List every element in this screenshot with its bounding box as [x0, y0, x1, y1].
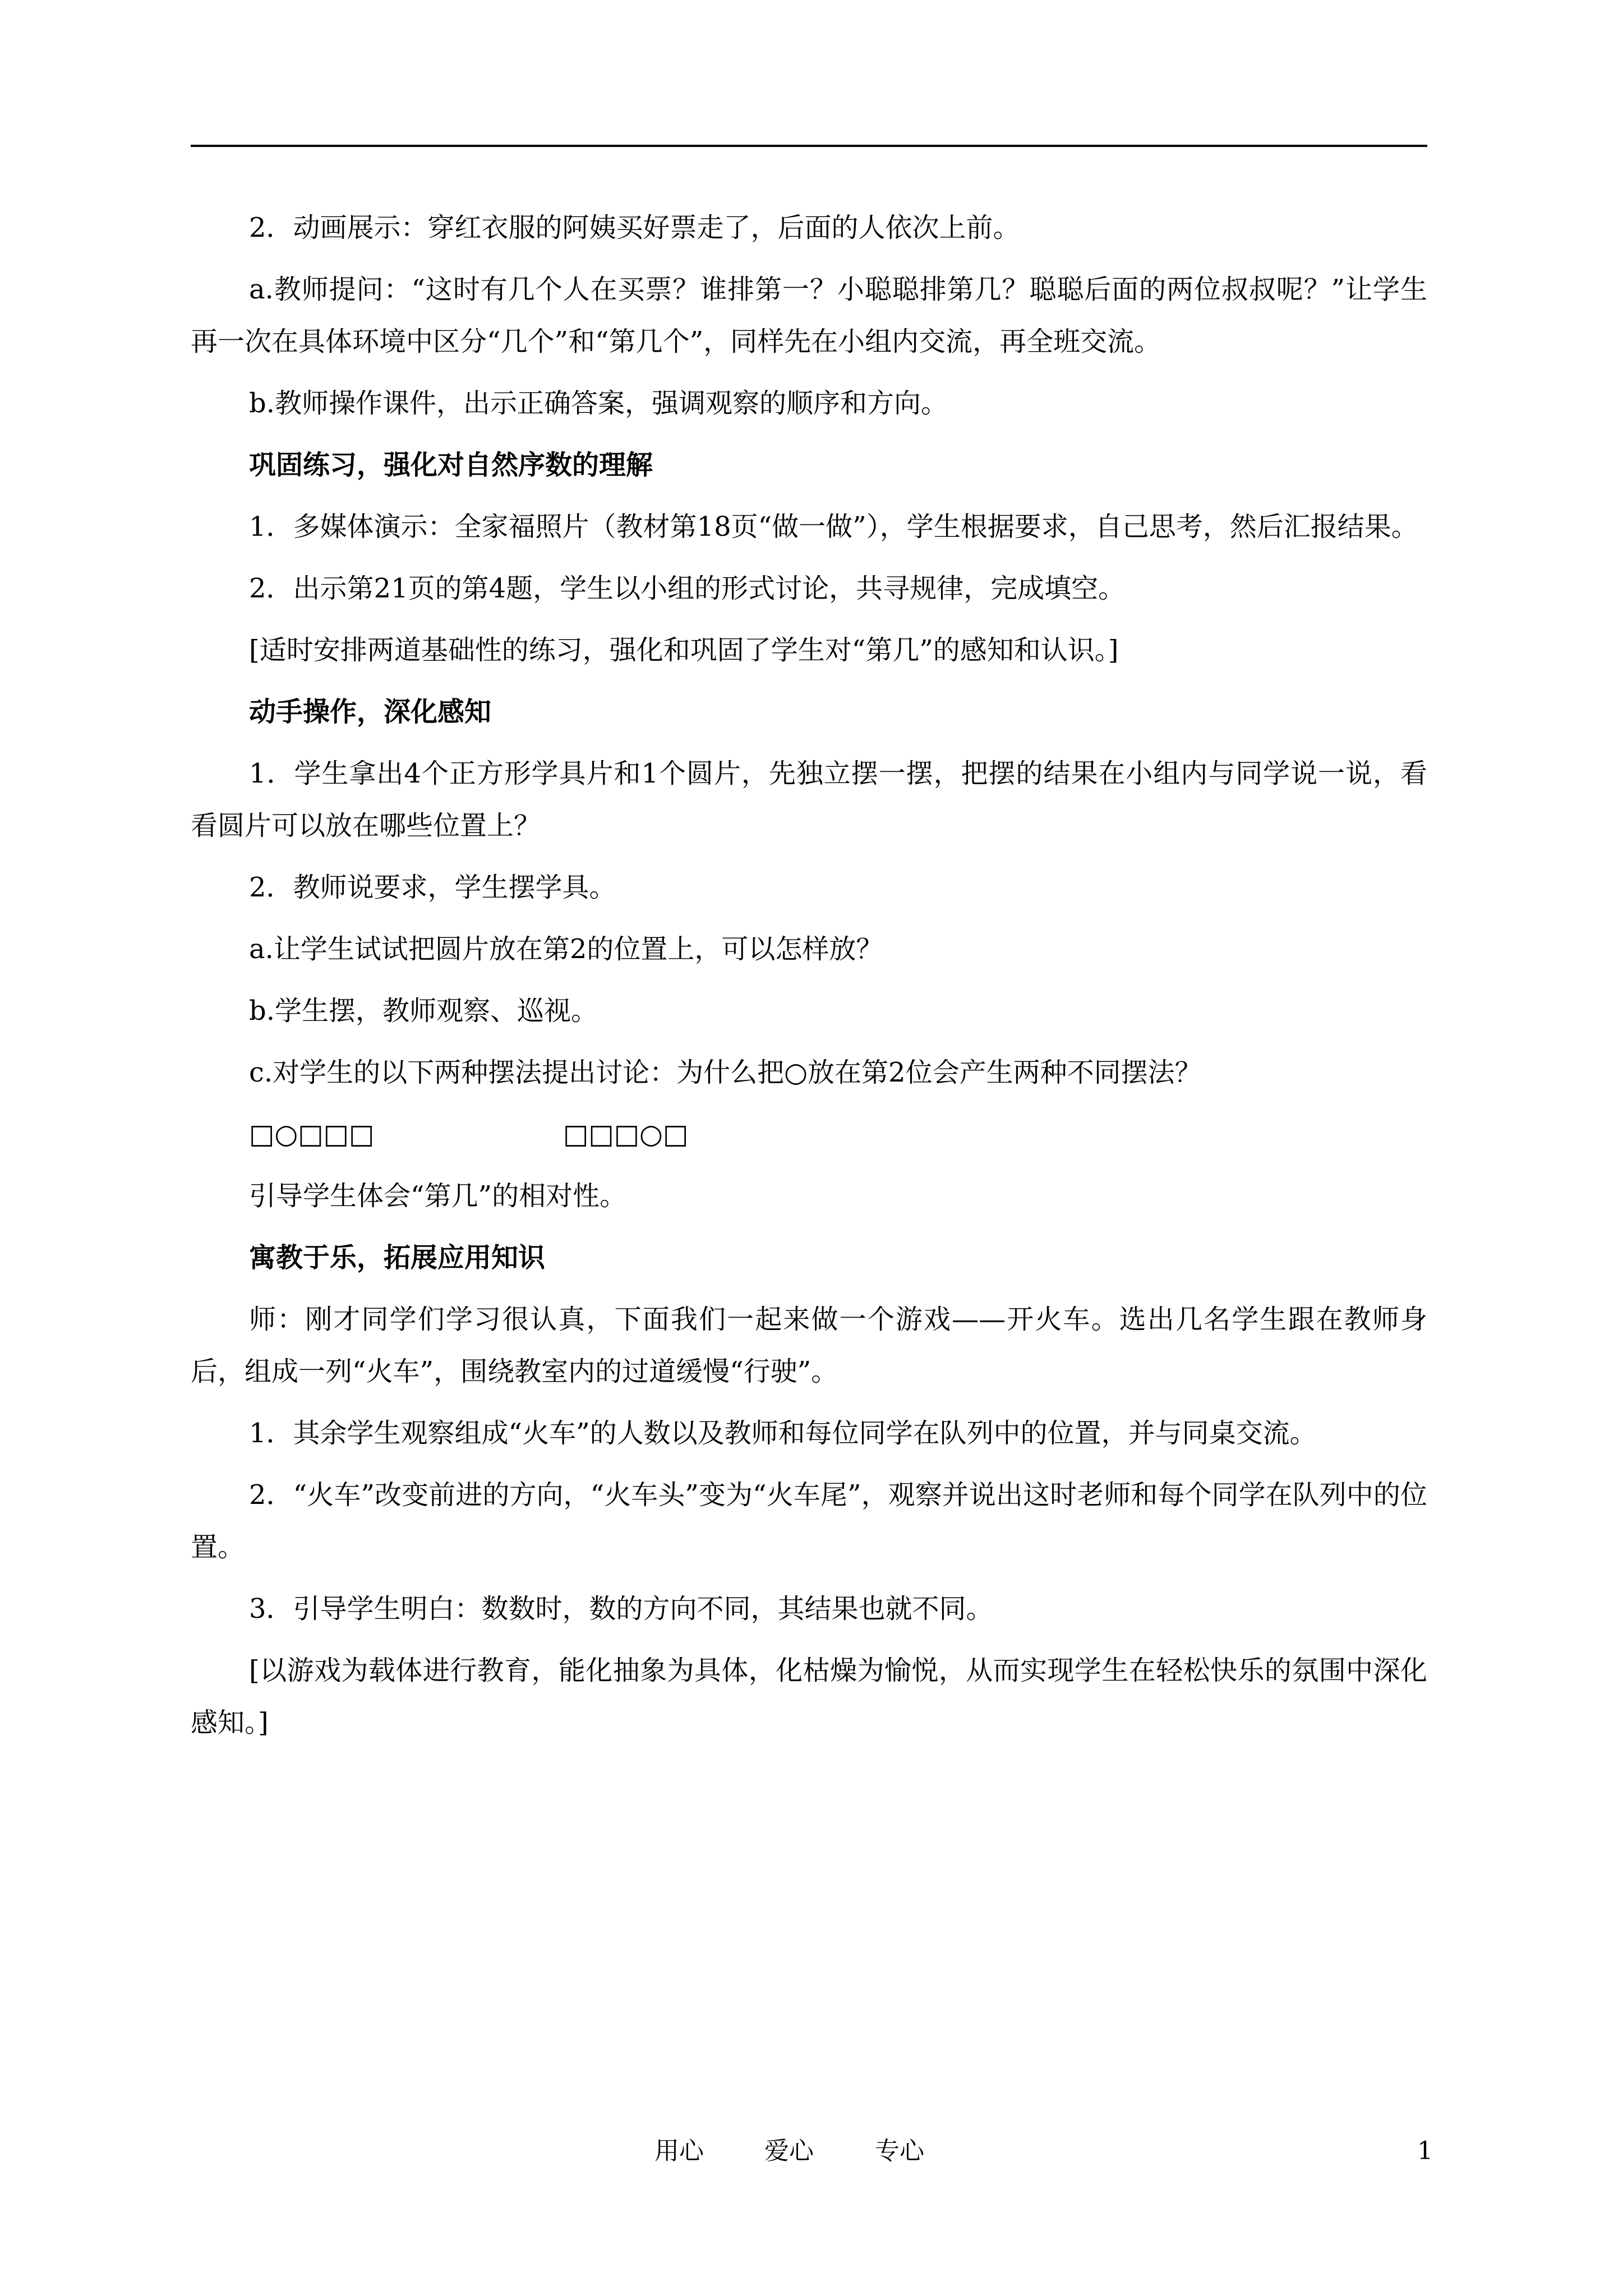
shape-arrangements [191, 1108, 1427, 1161]
section-heading: 动手操作，深化感知 [249, 696, 492, 728]
paragraph: b.学生摆，教师观察、巡视。 [249, 995, 598, 1027]
footer-word-2: 爱心 [764, 2137, 814, 2165]
paragraph: 3．引导学生明白：数数时，数的方向不同，其结果也就不同。 [249, 1593, 993, 1625]
paragraph: [适时安排两道基础性的练习，强化和巩固了学生对“第几”的感知和认识。] [249, 634, 1119, 666]
footer-word-3: 专心 [875, 2137, 924, 2165]
header-rule [191, 145, 1427, 147]
paragraph: [以游戏为载体进行教育，能化抽象为具体，化枯燥为愉悦，从而实现学生在轻松快乐的氛围中深化感知。] [191, 1655, 1427, 1738]
paragraph: 2．动画展示：穿红衣服的阿姨买好票走了，后面的人依次上前。 [249, 212, 1020, 243]
arrangement-left: □○□□□ [249, 1119, 375, 1150]
paragraph: 2．“火车”改变前进的方向，“火车头”变为“火车尾”，观察并说出这时老师和每个同学在队列中的位置。 [191, 1479, 1427, 1563]
paragraph: 2．出示第21页的第4题，学生以小组的形式讨论，共寻规律，完成填空。 [249, 573, 1126, 604]
paragraph: c.对学生的以下两种摆法提出讨论：为什么把○放在第2位会产生两种不同摆法？ [249, 1057, 1202, 1088]
arrangement-right: □□□○□ [563, 1119, 689, 1150]
paragraph: 1．其余学生观察组成“火车”的人数以及教师和每位同学在队列中的位置，并与同桌交流。 [249, 1418, 1317, 1449]
document-body [191, 202, 1427, 1759]
paragraph: 1．多媒体演示：全家福照片（教材第18页“做一做”），学生根据要求，自己思考，然后汇报结果。 [249, 511, 1418, 542]
paragraph: a.让学生试试把圆片放在第2的位置上，可以怎样放？ [249, 933, 883, 965]
paragraph: a.教师提问：“这时有几个人在买票？谁排第一？小聪聪排第几？聪聪后面的两位叔叔呢？”让学生再一次在具体环境中区分“几个”和“第几个”，同样先在小组内交流，再全班交流。 [191, 274, 1427, 357]
paragraph: b.教师操作课件，出示正确答案，强调观察的顺序和方向。 [249, 388, 948, 419]
paragraph: 师：刚才同学们学习很认真，下面我们一起来做一个游戏——开火车。选出几名学生跟在教师身后，组成一列“火车”，围绕教室内的过道缓慢“行驶”。 [191, 1304, 1427, 1387]
section-heading: 巩固练习，强化对自然序数的理解 [249, 449, 653, 481]
paragraph: 引导学生体会“第几”的相对性。 [249, 1180, 627, 1212]
paragraph: 2．教师说要求，学生摆学具。 [249, 872, 616, 903]
page-number: 1 [1417, 2137, 1433, 2165]
paragraph: 1．学生拿出4个正方形学具片和1个圆片，先独立摆一摆，把摆的结果在小组内与同学说一说，看看圆片可以放在哪些位置上？ [191, 758, 1427, 841]
footer-word-1: 用心 [654, 2137, 704, 2165]
section-heading: 寓教于乐，拓展应用知识 [249, 1242, 546, 1273]
